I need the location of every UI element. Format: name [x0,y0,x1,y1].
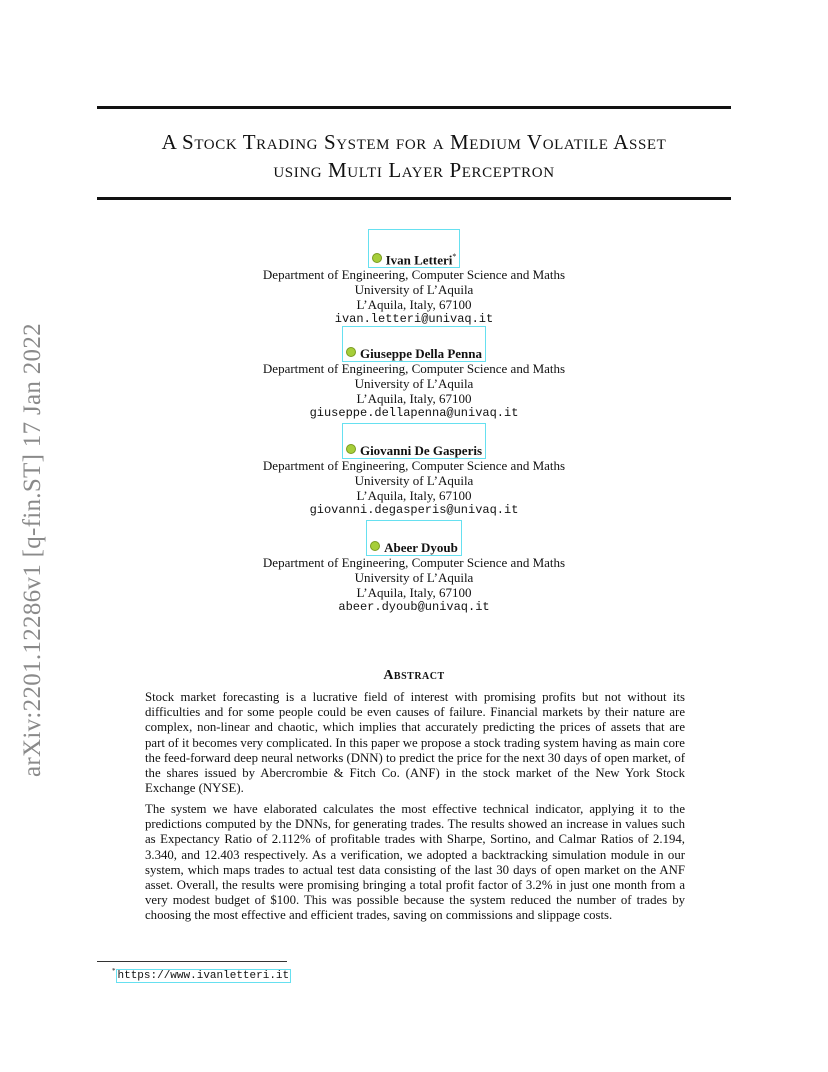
footnote-rule [97,961,287,962]
author-email: ivan.letteri@univaq.it [334,312,494,327]
author-name-link[interactable] [344,346,484,361]
author-dept: Department of Engineering, Computer Science and Maths [262,458,566,473]
arxiv-stamp: arXiv:2201.12286v1 [q-fin.ST] 17 Jan 2022 [19,323,46,777]
author-city: L’Aquila, Italy, 67100 [356,585,472,600]
author-name: Abeer Dyoub [384,540,458,555]
author-name-link[interactable] [368,540,460,555]
author-dept: Department of Engineering, Computer Science and Maths [262,555,566,570]
orcid-icon[interactable] [370,541,380,551]
orcid-icon[interactable] [346,347,356,357]
author-city: L’Aquila, Italy, 67100 [356,488,472,503]
footnote [112,964,291,983]
title-line-2: using Multi Layer Perceptron [273,158,555,182]
author-univ: University of L’Aquila [354,282,474,298]
abstract-heading: Abstract [383,668,445,683]
footnote-url-link[interactable]: https://www.ivanletteri.it [117,969,290,982]
author-email: abeer.dyoub@univaq.it [338,600,490,614]
author-univ: University of L’Aquila [354,473,474,488]
author-footnote-mark: * [452,252,457,261]
author-name-link[interactable] [370,249,459,267]
author-block-1 [200,249,628,327]
author-block-4 [200,540,628,615]
author-dept: Department of Engineering, Computer Science and Maths [262,267,566,283]
author-block-2 [200,346,628,421]
paper-title [97,128,731,184]
author-name: Giovanni De Gasperis [359,443,483,458]
title-bottom-rule [97,197,731,200]
title-line-1: A Stock Trading System for a Medium Volatile Asset [161,130,667,154]
author-block-3 [200,443,628,518]
abstract-paragraph-1: Stock market forecasting is a lucrative field of interest with promising profits but not without its difficulties and for some people could be even causes of failure. Financial markets by their nature are complex, non-linear and chaotic, which implies that accurately predicting the prices of assets that are part of it becomes very complicated. In this paper we propose a stock trading system having as main core the feed-forward deep neural networks (DNN) to predict the price for the next 30 days of open market, of the shares issued by Abercrombie & Fitch Co. (ANF) in the stock market of the New York Stock Exchange (NYSE). [145,690,685,796]
author-email: giuseppe.dellapenna@univaq.it [309,406,519,420]
author-dept: Department of Engineering, Computer Science and Maths [262,361,566,376]
author-univ: University of L’Aquila [354,376,474,391]
orcid-icon[interactable] [346,444,356,454]
abstract-paragraph-2: The system we have elaborated calculates the most effective technical indicator, applying it to the predictions computed by the DNNs, for generating trades. The results showed an increase in values such as Expectancy Ratio of 2.112% of profitable trades with Sharpe, Sortino, and Calmar Ratios of 2.194, 3.340, and 12.403 respectively. As a verification, we adopted a backtracking simulation module in our system, which maps trades to actual test data consisting of the last 30 days of open market on the ANF asset. Overall, the results were promising bringing a total profit factor of 3.2% in just one month from a very modest budget of $100. This was possible because the system reduced the number of trades by choosing the most effective and efficient trades, saving on commissions and slippage costs. [145,802,685,923]
author-city: L’Aquila, Italy, 67100 [356,297,472,313]
footnote-mark: * [112,967,116,975]
author-univ: University of L’Aquila [354,570,474,585]
author-name: Giuseppe Della Penna [359,346,483,361]
title-top-rule [97,106,731,109]
orcid-icon[interactable] [372,253,382,263]
author-email: giovanni.degasperis@univaq.it [309,503,519,517]
author-name: Ivan Letteri [385,252,453,268]
author-name-link[interactable] [344,443,484,458]
author-city: L’Aquila, Italy, 67100 [356,391,472,406]
